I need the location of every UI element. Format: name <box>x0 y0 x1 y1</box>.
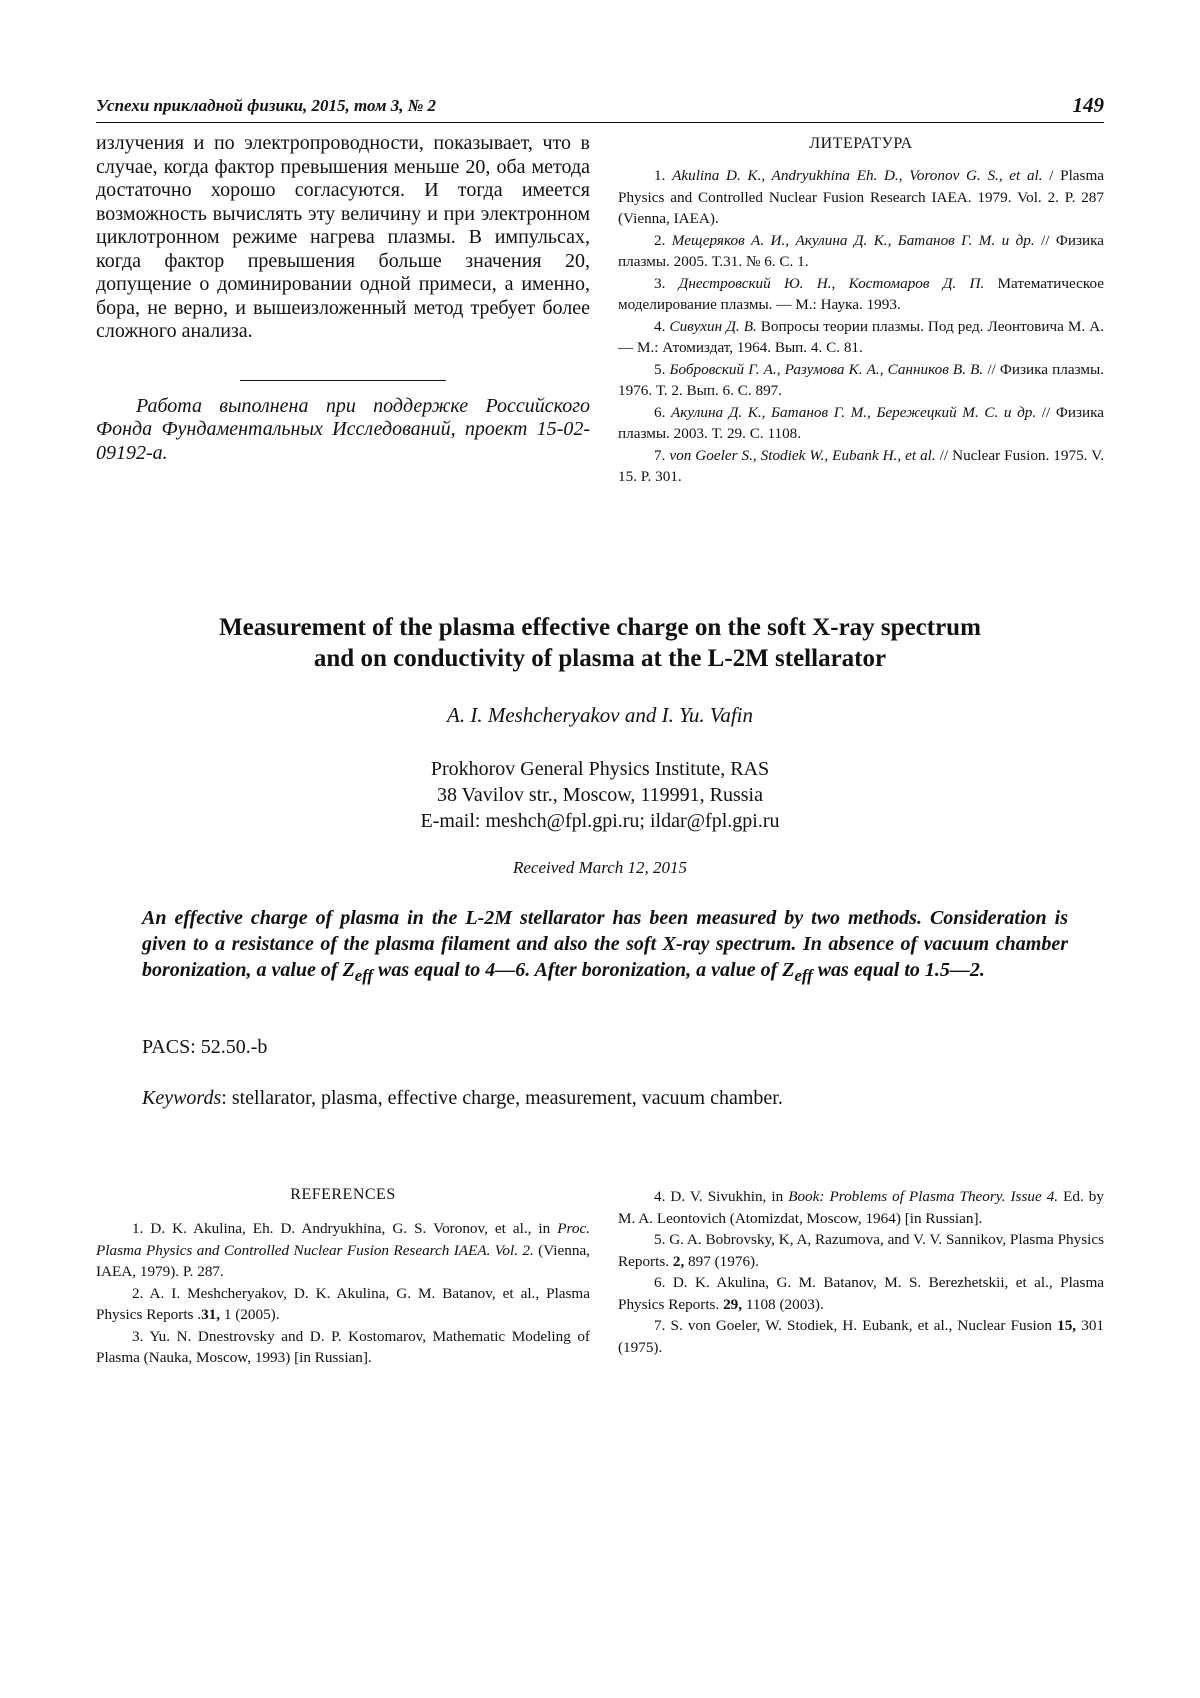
reference-item: 6. Акулина Д. К., Батанов Г. М., Бережецкий М. С. и др. // Физика плазмы. 2003. Т. 29. С. 1108. <box>618 403 1105 442</box>
reference-item: 2. A. I. Meshcheryakov, D. K. Akulina, G. M. Batanov, et al., Plasma Physics Reports .31, 1 (2005). <box>96 1284 590 1323</box>
english-references-title: REFERENCES <box>290 1186 396 1203</box>
article-title-line-1: Measurement of the plasma effective charge on the soft X-ray spectrum <box>219 614 981 641</box>
article-title-line-2: and on conductivity of plasma at the L-2M stellarator <box>313 645 887 672</box>
separator-rule <box>240 380 446 381</box>
page-number: 149 <box>1072 93 1104 117</box>
reference-item: 5. Бобровский Г. А., Разумова К. А., Санников В. В. // Физика плазмы. 1976. Т. 2. Вып. 6. С. 897. <box>618 360 1104 399</box>
reference-item: 5. G. A. Bobrovsky, K, A, Razumova, and V. V. Sannikov, Plasma Physics Reports. 2, 897 (1976). <box>618 1231 1105 1270</box>
reference-item: 4. Сивухин Д. В. Вопросы теории плазмы. Под ред. Леонтовича М. А. — М.: Атомиздат, 1964. Вып. 4. С. 81. <box>618 317 1104 356</box>
reference-item: 7. S. von Goeler, W. Stodiek, H. Eubank, et al., Nuclear Fusion 15, 301 (1975). <box>618 1317 1105 1356</box>
article-authors: A. I. Meshcheryakov and I. Yu. Vafin <box>447 703 753 727</box>
english-references-left <box>96 1186 590 1369</box>
reference-item: 3. Yu. N. Dnestrovsky and D. P. Kostomarov, Mathematic Modeling of Plasma (Nauka, Moscow, 1993) [in Russian]. <box>96 1327 590 1366</box>
affiliation-block <box>96 756 1104 834</box>
keywords <box>142 1087 783 1110</box>
received-date: Received March 12, 2015 <box>512 858 688 877</box>
reference-item: 6. D. K. Akulina, G. M. Batanov, M. S. Berezhetskii, et al., Plasma Physics Reports. 29, 1108 (2003). <box>618 1274 1104 1313</box>
journal-citation: Успехи прикладной физики, 2015, том 3, № 2 <box>96 96 437 115</box>
russian-body-paragraph: излучения и по электропроводности, показывает, что в случае, когда фактор превышения меньше 20, оба метода достаточно хорошо согласуются. И тогда имеется возможность вычислять эту величину и при электронном циклотронном режиме нагрева плазмы. В импульсах, когда фактор превышения больше значения 20, допущение о доминировании одной примеси, а именно, бора, не верно, и вышеизложенный метод требует более сложного анализа. <box>96 132 590 342</box>
reference-item: 1. D. K. Akulina, Eh. D. Andryukhina, G. S. Voronov, et al., in Proc. Plasma Physics and Controlled Nuclear Fusion Research IAEA. Vol. 2. (Vienna, IAEA, 1979). P. 287. <box>96 1220 590 1280</box>
article-title <box>96 612 1104 674</box>
abstract: An effective charge of plasma in the L-2M stellarator has been measured by two methods. Consideration is given to a resistance of the plasma filament and also the soft X-ray spectrum. In absence of vacuum chamber boronization, a value of $Z_{eff}$ was equal to 4—6. After boronization, a value of $Z_{eff}$ was equal to 1.5—2. <box>142 907 1068 985</box>
affiliation-institute: Prokhorov General Physics Institute, RAS <box>430 758 770 780</box>
keywords-list: : stellarator, plasma, effective charge, measurement, vacuum chamber. <box>221 1087 783 1109</box>
reference-item: 7. von Goeler S., Stodiek W., Eubank H., et al. // Nuclear Fusion. 1975. V. 15. P. 301. <box>618 446 1105 485</box>
reference-item: 3. Днестровский Ю. Н., Костомаров Д. П. Математическое моделирование плазмы. — М.: Наука. 1993. <box>618 274 1104 313</box>
acknowledgement: Работа выполнена при поддержке Российского Фонда Фундаментальных Исследований, проект 15-02-09192-а. <box>96 394 590 464</box>
english-references-right <box>618 1186 1104 1358</box>
russian-text-column <box>96 132 590 465</box>
contact-email: E-mail: meshch@fpl.gpi.ru; ildar@fpl.gpi.ru <box>420 810 780 832</box>
russian-references <box>618 135 1104 488</box>
reference-item: 2. Мещеряков А. И., Акулина Д. К., Батанов Г. М. и др. // Физика плазмы. 2005. Т.31. № 6. С. 1. <box>618 231 1104 270</box>
reference-item: 4. D. V. Sivukhin, in Book: Problems of Plasma Theory. Issue 4. Ed. by M. A. Leontovich (Atomizdat, Moscow, 1964) [in Russian]. <box>618 1188 1104 1227</box>
pacs-code: PACS: 52.50.-b <box>142 1036 268 1058</box>
affiliation-address: 38 Vavilov str., Moscow, 119991, Russia <box>437 784 763 806</box>
russian-references-title: ЛИТЕРАТУРА <box>809 135 913 152</box>
running-header <box>96 92 1104 123</box>
reference-item: 1. Akulina D. K., Andryukhina Eh. D., Voronov G. S., et al. / Plasma Physics and Controlled Nuclear Fusion Research IAEA. 1979. Vol. 2. P. 287 (Vienna, IAEA). <box>618 167 1105 227</box>
keywords-label: Keywords <box>142 1087 222 1109</box>
